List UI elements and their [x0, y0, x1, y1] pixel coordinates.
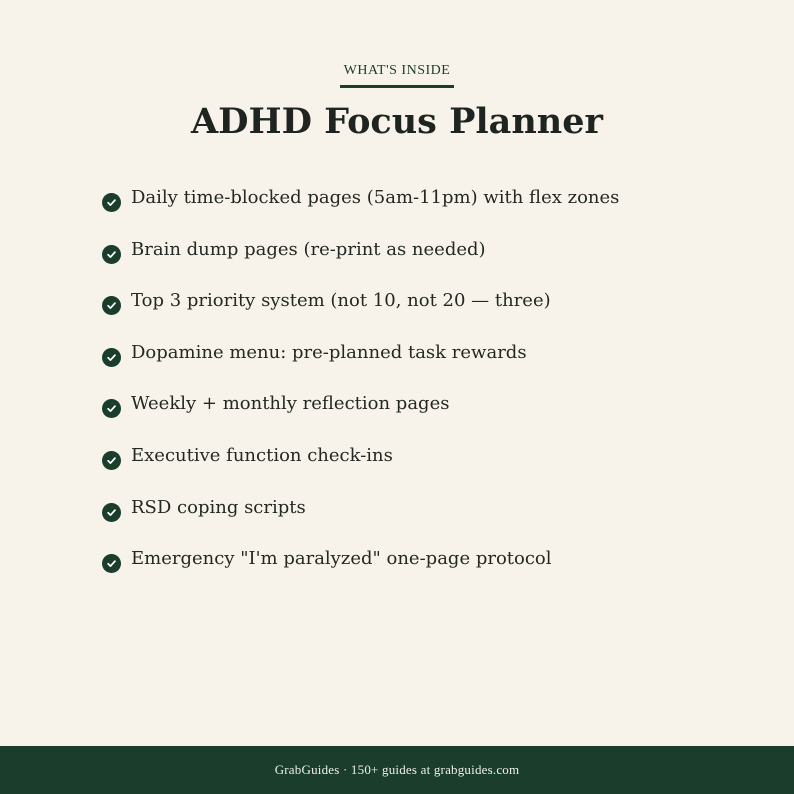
check-circle-icon — [102, 399, 121, 418]
list-item — [102, 284, 722, 336]
list-item — [102, 336, 722, 388]
footer-text: GrabGuides · 150+ guides at grabguides.com — [274, 762, 520, 777]
check-circle-icon — [102, 245, 121, 264]
list-item — [102, 542, 722, 594]
list-item-text: Executive function check-ins — [131, 444, 393, 466]
list-item — [102, 387, 722, 439]
list-item — [102, 439, 722, 491]
check-circle-icon — [102, 193, 121, 212]
list-item-text: RSD coping scripts — [131, 496, 306, 518]
check-circle-icon — [102, 554, 121, 573]
check-circle-icon — [102, 348, 121, 367]
list-item — [102, 181, 722, 233]
list-item-text: Brain dump pages (re-print as needed) — [131, 238, 486, 260]
list-item-text: Dopamine menu: pre-planned task rewards — [131, 341, 527, 363]
check-circle-icon — [102, 451, 121, 470]
feature-list — [102, 181, 722, 594]
page-title: ADHD Focus Planner — [191, 101, 603, 142]
list-item-text: Top 3 priority system (not 10, not 20 — three) — [131, 290, 551, 312]
list-item-text: Daily time-blocked pages (5am-11pm) with flex zones — [131, 187, 620, 208]
section-kicker-wrap — [0, 59, 794, 88]
list-item — [102, 491, 722, 543]
list-item-text: Emergency "I'm paralyzed" one-page protocol — [131, 548, 552, 570]
check-circle-icon — [102, 296, 121, 315]
section-kicker: WHAT'S INSIDE — [340, 63, 455, 88]
check-circle-icon — [102, 503, 121, 522]
list-item — [102, 233, 722, 285]
footer-bar — [0, 746, 794, 794]
list-item-text: Weekly + monthly reflection pages — [131, 393, 450, 415]
